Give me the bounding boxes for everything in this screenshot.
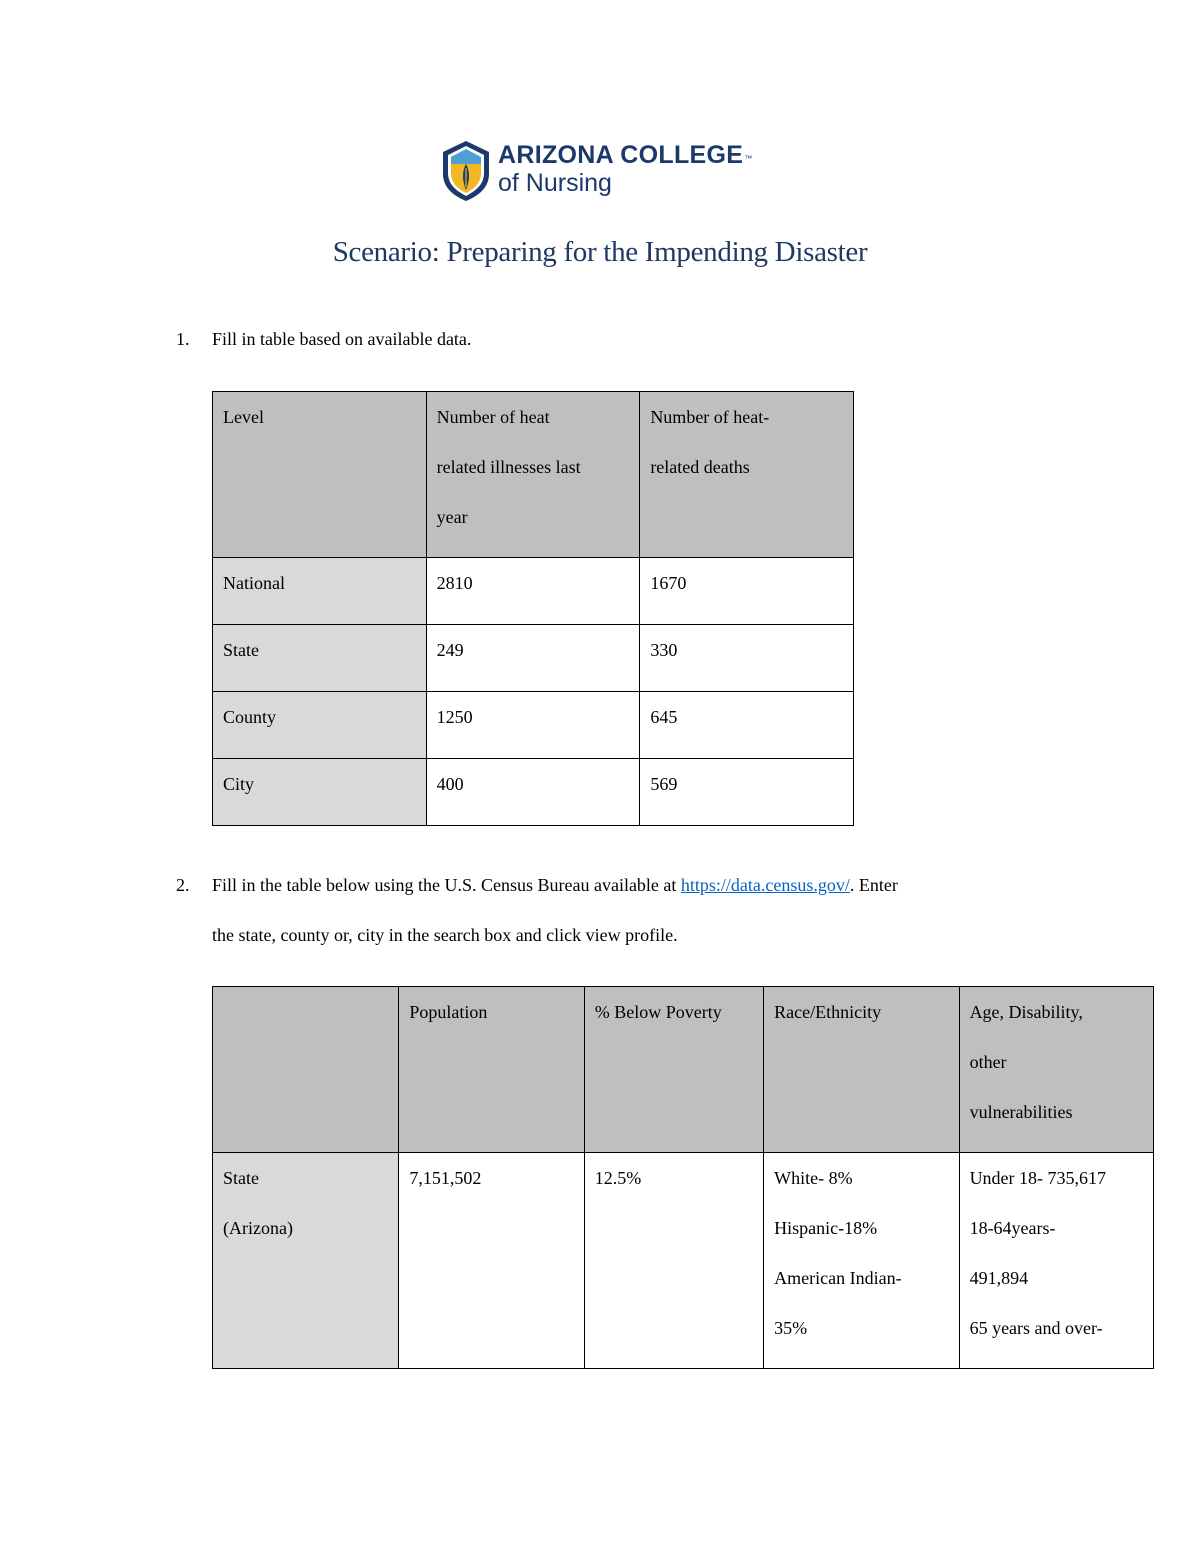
instruction-2 (176, 860, 898, 960)
table-row (213, 558, 854, 625)
table-header-row (213, 392, 854, 558)
instruction-number: 1. (176, 329, 190, 349)
header-cell: Number of heat related illnesses last year (426, 392, 640, 558)
table-cell: 330 (640, 625, 854, 692)
header-cell (213, 987, 399, 1153)
table-cell: 569 (640, 759, 854, 826)
vulnerabilities-cell: Under 18- 735,617 18-64years- 491,894 65 years and over- (959, 1153, 1153, 1369)
instruction-text: Fill in the table below using the U.S. Census Bureau available at https://data.census.gov/. Enter the state, county or, city in the search box and click view profile. (212, 875, 898, 945)
logo-wordmark-line2: of Nursing (498, 169, 612, 197)
table-cell: 645 (640, 692, 854, 759)
header-cell: % Below Poverty (584, 987, 763, 1153)
table-cell: 400 (426, 759, 640, 826)
level-cell: State (213, 625, 427, 692)
census-table (212, 986, 1154, 1369)
heat-illness-table (212, 391, 854, 826)
table-row (213, 692, 854, 759)
level-cell: City (213, 759, 427, 826)
table-row (213, 625, 854, 692)
header-cell: Population (399, 987, 584, 1153)
page-title: Scenario: Preparing for the Impending Disaster (332, 236, 868, 268)
header-cell: Number of heat- related deaths (640, 392, 854, 558)
table-cell: 1670 (640, 558, 854, 625)
poverty-cell: 12.5% (584, 1153, 763, 1369)
logo-wordmark-line1: ARIZONA COLLEGE™ (498, 141, 753, 169)
instruction-1 (176, 314, 471, 364)
census-link[interactable]: https://data.census.gov/ (680, 875, 850, 895)
college-logo (441, 140, 771, 202)
location-cell: State (Arizona) (213, 1153, 399, 1369)
instruction-text: Fill in table based on available data. (212, 329, 472, 349)
level-cell: County (213, 692, 427, 759)
header-cell: Level (213, 392, 427, 558)
shield-icon (441, 140, 491, 202)
header-cell: Age, Disability, other vulnerabilities (959, 987, 1153, 1153)
table-cell: 1250 (426, 692, 640, 759)
table-cell: 2810 (426, 558, 640, 625)
table-cell: 249 (426, 625, 640, 692)
header-cell: Race/Ethnicity (764, 987, 959, 1153)
instruction-number: 2. (176, 875, 190, 895)
table-header-row (213, 987, 1154, 1153)
table-row (213, 1153, 1154, 1369)
level-cell: National (213, 558, 427, 625)
race-ethnicity-cell: White- 8% Hispanic-18% American Indian- 35% (764, 1153, 959, 1369)
table-row (213, 759, 854, 826)
population-cell: 7,151,502 (399, 1153, 584, 1369)
